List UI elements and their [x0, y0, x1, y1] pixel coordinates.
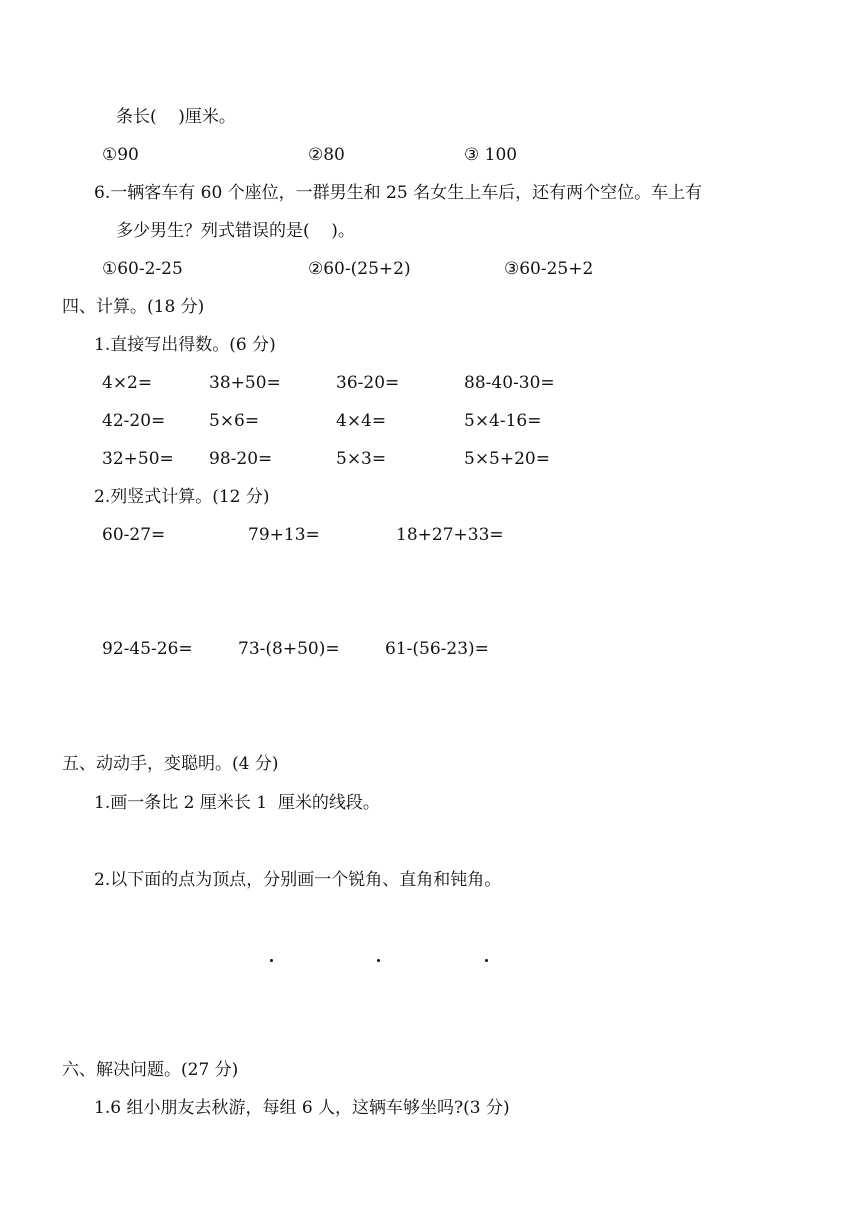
q5-option-3: ③ 100 — [464, 145, 518, 165]
oral-calc: 5×6= — [209, 411, 260, 431]
section-5-sub-1: 1.画一条比 2 厘米长 1 厘米的线段。 — [94, 793, 380, 813]
section-4-title: 四、计算。(18 分) — [62, 297, 205, 317]
vertical-calc: 61-(56-23)= — [385, 639, 489, 659]
section-5-sub-2: 2.以下面的点为顶点，分别画一个锐角、直角和钝角。 — [94, 870, 502, 890]
oral-calc: 36-20= — [336, 373, 400, 393]
oral-calc: 98-20= — [209, 449, 273, 469]
q5-option-2: ②80 — [308, 145, 345, 165]
vertical-calc: 79+13= — [248, 525, 320, 545]
section-6-title: 六、解决问题。(27 分) — [62, 1060, 239, 1080]
section-4-sub-1: 1.直接写出得数。(6 分) — [94, 335, 276, 355]
oral-calc: 42-20= — [102, 411, 166, 431]
oral-calc: 5×4-16= — [464, 411, 542, 431]
q5-option-1: ①90 — [102, 145, 139, 165]
oral-calc: 88-40-30= — [464, 373, 555, 393]
vertical-calc: 73-(8+50)= — [238, 639, 340, 659]
vertex-dot — [270, 959, 273, 962]
vertical-calc: 18+27+33= — [396, 525, 504, 545]
oral-calc: 5×5+20= — [464, 449, 550, 469]
q6-line-2: 多少男生？列式错误的是( )。 — [116, 221, 355, 241]
vertical-calc: 92-45-26= — [102, 639, 193, 659]
q6-line-1: 6.一辆客车有 60 个座位，一群男生和 25 名女生上车后，还有两个空位。车上有 — [94, 183, 703, 203]
oral-calc: 4×2= — [102, 373, 153, 393]
section-5-title: 五、动动手，变聪明。(4 分) — [62, 754, 279, 774]
section-4-sub-2: 2.列竖式计算。(12 分) — [94, 487, 270, 507]
oral-calc: 5×3= — [336, 449, 387, 469]
oral-calc: 38+50= — [209, 373, 281, 393]
q5-continuation: 条长( )厘米。 — [116, 107, 236, 127]
section-6-sub-1: 1.6 组小朋友去秋游，每组 6 人，这辆车够坐吗?(3 分) — [94, 1098, 510, 1118]
oral-calc: 4×4= — [336, 411, 387, 431]
q6-option-3: ③60-25+2 — [504, 259, 594, 279]
vertical-calc: 60-27= — [102, 525, 166, 545]
oral-calc: 32+50= — [102, 449, 174, 469]
q6-option-1: ①60-2-25 — [102, 259, 183, 279]
vertex-dot — [485, 959, 488, 962]
q6-option-2: ②60-(25+2) — [308, 259, 411, 279]
vertex-dot — [377, 959, 380, 962]
